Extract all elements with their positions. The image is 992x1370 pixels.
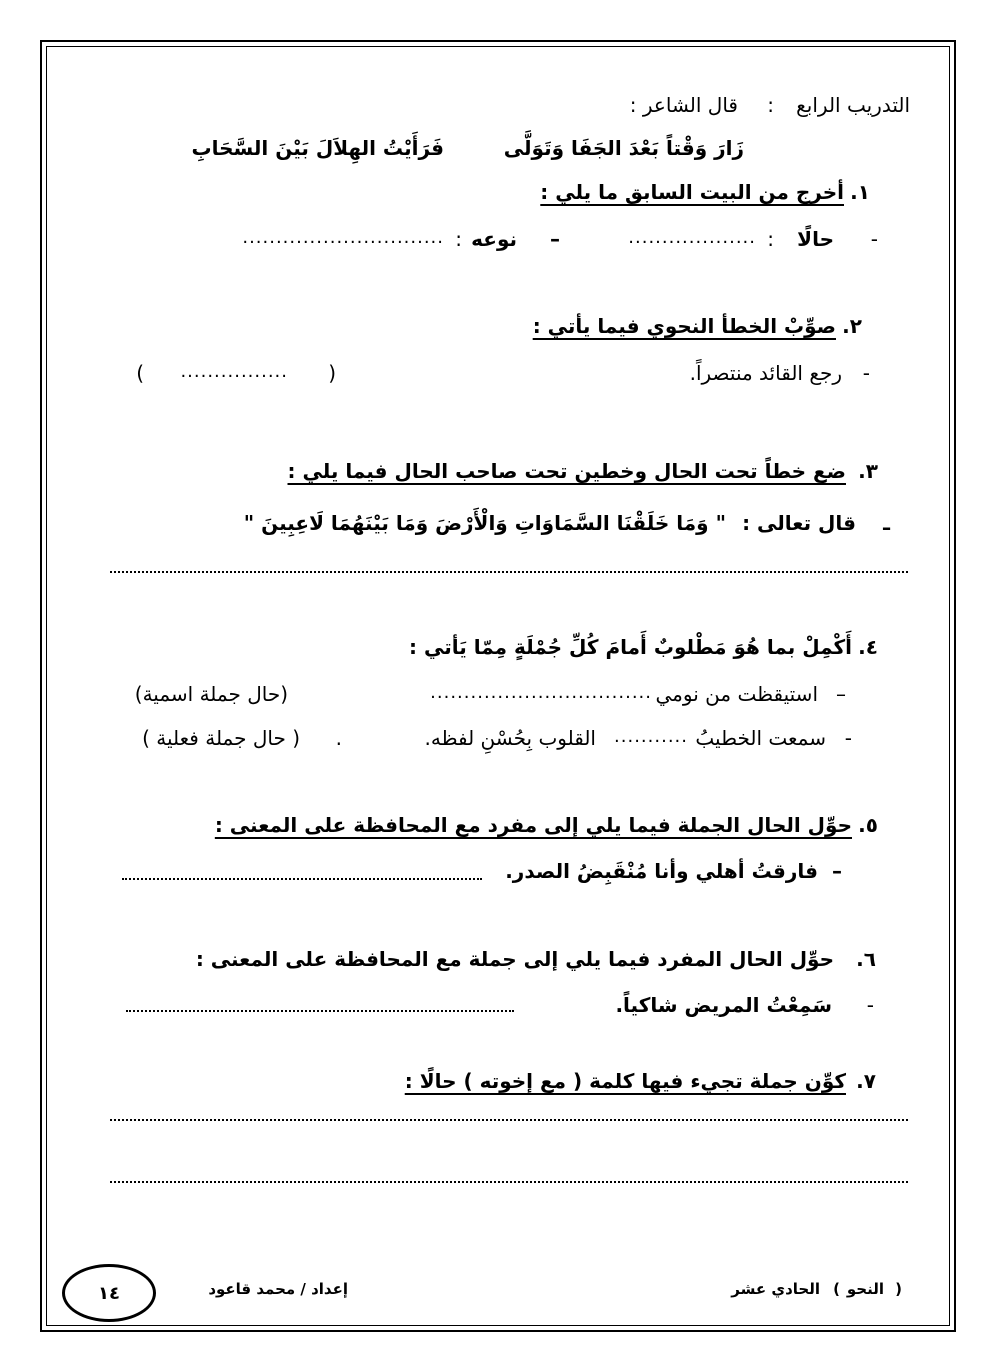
q1-separator: –	[550, 227, 560, 251]
q4-item2-sentence-part2: القلوب بِحُسْنِ لفظه.	[424, 726, 596, 750]
footer-subject: النحو	[846, 1280, 884, 1298]
q4-item1-dash: –	[836, 682, 846, 706]
poet-said: قال الشاعر :	[629, 93, 738, 117]
q1-number: ١.	[850, 180, 870, 204]
footer-subject-open-paren: (	[895, 1280, 902, 1298]
q2-dash: -	[862, 361, 870, 385]
q2-answer-dots[interactable]: ................	[180, 361, 288, 382]
q3-dash: ـ	[883, 511, 890, 535]
poem-second-hemistich: فَرَأَيْتُ الهِلاَلَ بَيْنَ السَّحَابِ	[191, 136, 444, 160]
q6-text: حوِّل الحال المفرد فيما يلي إلى جملة مع المحافظة على المعنى :	[195, 947, 834, 971]
q2-close-paren: )	[136, 361, 144, 385]
q1-answer-dots-type[interactable]: ..............................	[242, 227, 444, 248]
q7-number: ٧.	[856, 1069, 876, 1093]
q4-text: أَكْمِلْ بما هُوَ مَطْلوبٌ أَمامَ كُلِّ جُمْلَةٍ مِمّا يَأتي :	[409, 635, 852, 659]
q3-verse: " وَمَا خَلَقْنَا السَّمَاوَاتِ وَالْأَرْضَ وَمَا بَيْنَهُمَا لَاعِبِينَ "	[243, 511, 726, 535]
q4-number: ٤.	[858, 635, 878, 659]
q5-dash: –	[832, 859, 842, 883]
q1-colon: :	[767, 227, 774, 251]
q6-dash: -	[866, 993, 874, 1017]
q5-text: حوِّل الحال الجملة فيما يلي إلى مفرد مع المحافظة على المعنى :	[214, 813, 852, 837]
q1-label-type: نوعه	[471, 227, 517, 251]
q6-number: ٦.	[856, 947, 876, 971]
q4-item1-hint: (حال جملة اسمية)	[134, 682, 288, 706]
q3-answer-line[interactable]	[110, 571, 908, 573]
q1-text: أخرج من البيت السابق ما يلي :	[540, 180, 844, 204]
q4-item1-answer-dots[interactable]: .................................	[430, 682, 652, 703]
q3-intro: قال تعالى :	[742, 511, 856, 535]
footer-grade: الحادي عشر	[731, 1280, 820, 1298]
q6-sentence: سَمِعْتُ المريض شاكياً.	[615, 993, 832, 1017]
exercise-title: التدريب الرابع	[796, 93, 910, 117]
footer-author: إعداد / محمد قاعود	[208, 1280, 348, 1298]
q3-text: ضع خطاً تحت الحال وخطين تحت صاحب الحال فيما يلي :	[287, 459, 846, 483]
page-number: ١٤	[98, 1282, 120, 1304]
q2-text: صوِّبْ الخطأ النحوي فيما يأتي :	[532, 314, 836, 338]
q2-sentence: رجع القائد منتصراً.	[689, 361, 842, 385]
q7-answer-line-2[interactable]	[110, 1181, 908, 1183]
q2-number: ٢.	[842, 314, 862, 338]
q3-number: ٣.	[858, 459, 878, 483]
q1-dash: -	[870, 227, 878, 251]
poem-first-hemistich: زَارَ وَقْتاً بَعْدَ الجَفَا وَتَوَلَّى	[503, 136, 744, 160]
q5-number: ٥.	[858, 813, 878, 837]
q2-open-paren: (	[328, 361, 336, 385]
q1-colon-2: :	[455, 227, 462, 251]
q5-answer-line[interactable]	[122, 878, 482, 880]
q7-text: كوِّن جملة تجيء فيها كلمة ( مع إخوته ) حالًا :	[404, 1069, 846, 1093]
q1-label-hal: حالًا	[797, 227, 834, 251]
q4-item2-dash: -	[844, 726, 852, 750]
q4-item2-answer-dots[interactable]: ...........	[614, 726, 688, 747]
footer-subject-close-paren: )	[833, 1280, 840, 1298]
q1-answer-dots-hal[interactable]: ...................	[628, 227, 756, 248]
q4-item2-sentence-part1: سمعت الخطيبُ	[695, 726, 826, 750]
header-colon: :	[767, 93, 774, 117]
q6-answer-line[interactable]	[126, 1010, 514, 1012]
q5-sentence: فارقتُ أهلي وأنا مُنْقَبِضُ الصدر.	[505, 859, 818, 883]
page-number-oval	[62, 1264, 156, 1322]
q4-item2-hint: ( حال جملة فعلية )	[142, 726, 300, 750]
q4-item1-sentence: استيقظت من نومي	[655, 682, 818, 706]
q7-answer-line-1[interactable]	[110, 1119, 908, 1121]
q4-item2-dot: .	[335, 726, 342, 750]
